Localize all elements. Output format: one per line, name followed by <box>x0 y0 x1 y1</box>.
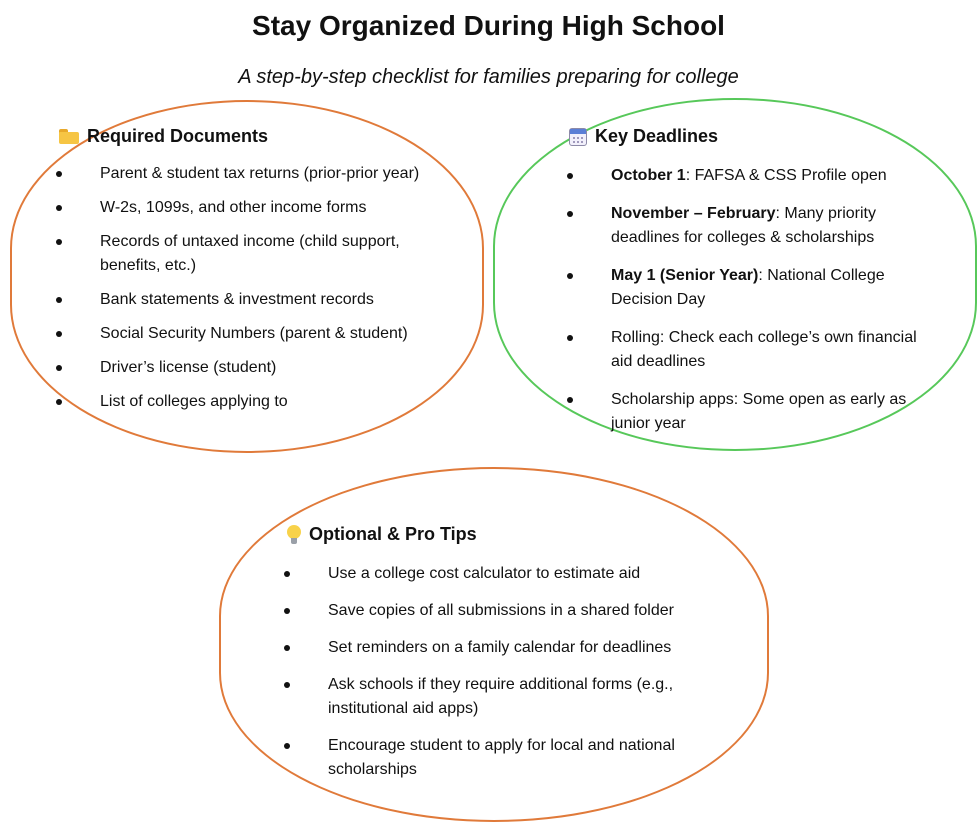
pro-tips-header <box>287 524 477 545</box>
list-item: List of colleges applying to <box>100 390 460 414</box>
list-item: Use a college cost calculator to estimate aid <box>328 562 728 586</box>
page-subtitle: A step-by-step checklist for families preparing for college <box>238 66 739 88</box>
deadline-label: November – February <box>611 205 776 222</box>
list-item: Ask schools if they require additional forms (e.g., institutional aid apps) <box>328 673 728 721</box>
required-documents-panel <box>10 100 484 453</box>
deadline-text: Scholarship apps: Some open as early as junior year <box>611 391 907 432</box>
folder-icon <box>59 129 79 144</box>
deadline-text: Rolling: Check each college’s own financial aid deadlines <box>611 329 917 370</box>
deadline-label: October 1 <box>611 167 686 184</box>
deadline-label: May 1 (Senior Year) <box>611 267 759 284</box>
key-deadlines-panel <box>493 98 977 451</box>
list-item <box>611 164 941 188</box>
deadline-text: : FAFSA & CSS Profile open <box>685 167 887 184</box>
deadline-text: : National College Decision Day <box>611 267 885 308</box>
list-item: Driver’s license (student) <box>100 356 460 380</box>
required-documents-header <box>59 126 268 147</box>
list-item: Parent & student tax returns (prior-prior year) <box>100 162 460 186</box>
list-item: Bank statements & investment records <box>100 288 460 312</box>
list-item: Save copies of all submissions in a shared folder <box>328 599 728 623</box>
key-deadlines-heading: Key Deadlines <box>595 126 719 146</box>
lightbulb-icon <box>287 525 301 545</box>
key-deadlines-header <box>569 126 718 147</box>
list-item: Social Security Numbers (parent & student) <box>100 322 460 346</box>
calendar-icon <box>569 128 587 146</box>
pro-tips-list <box>328 562 728 795</box>
list-item: Set reminders on a family calendar for deadlines <box>328 636 728 660</box>
list-item: Records of untaxed income (child support, benefits, etc.) <box>100 230 460 278</box>
deadline-text: : Many priority deadlines for colleges & scholarships <box>611 205 876 246</box>
list-item <box>611 264 941 312</box>
page-title: Stay Organized During High School <box>252 10 725 41</box>
list-item: Encourage student to apply for local and national scholarships <box>328 734 728 782</box>
key-deadlines-list <box>611 164 941 450</box>
list-item <box>611 202 941 250</box>
pro-tips-heading: Optional & Pro Tips <box>309 524 477 544</box>
pro-tips-panel <box>219 467 769 822</box>
list-item: W-2s, 1099s, and other income forms <box>100 196 460 220</box>
list-item <box>611 388 941 436</box>
required-documents-list <box>100 162 460 424</box>
required-documents-heading: Required Documents <box>87 126 269 146</box>
list-item <box>611 326 941 374</box>
